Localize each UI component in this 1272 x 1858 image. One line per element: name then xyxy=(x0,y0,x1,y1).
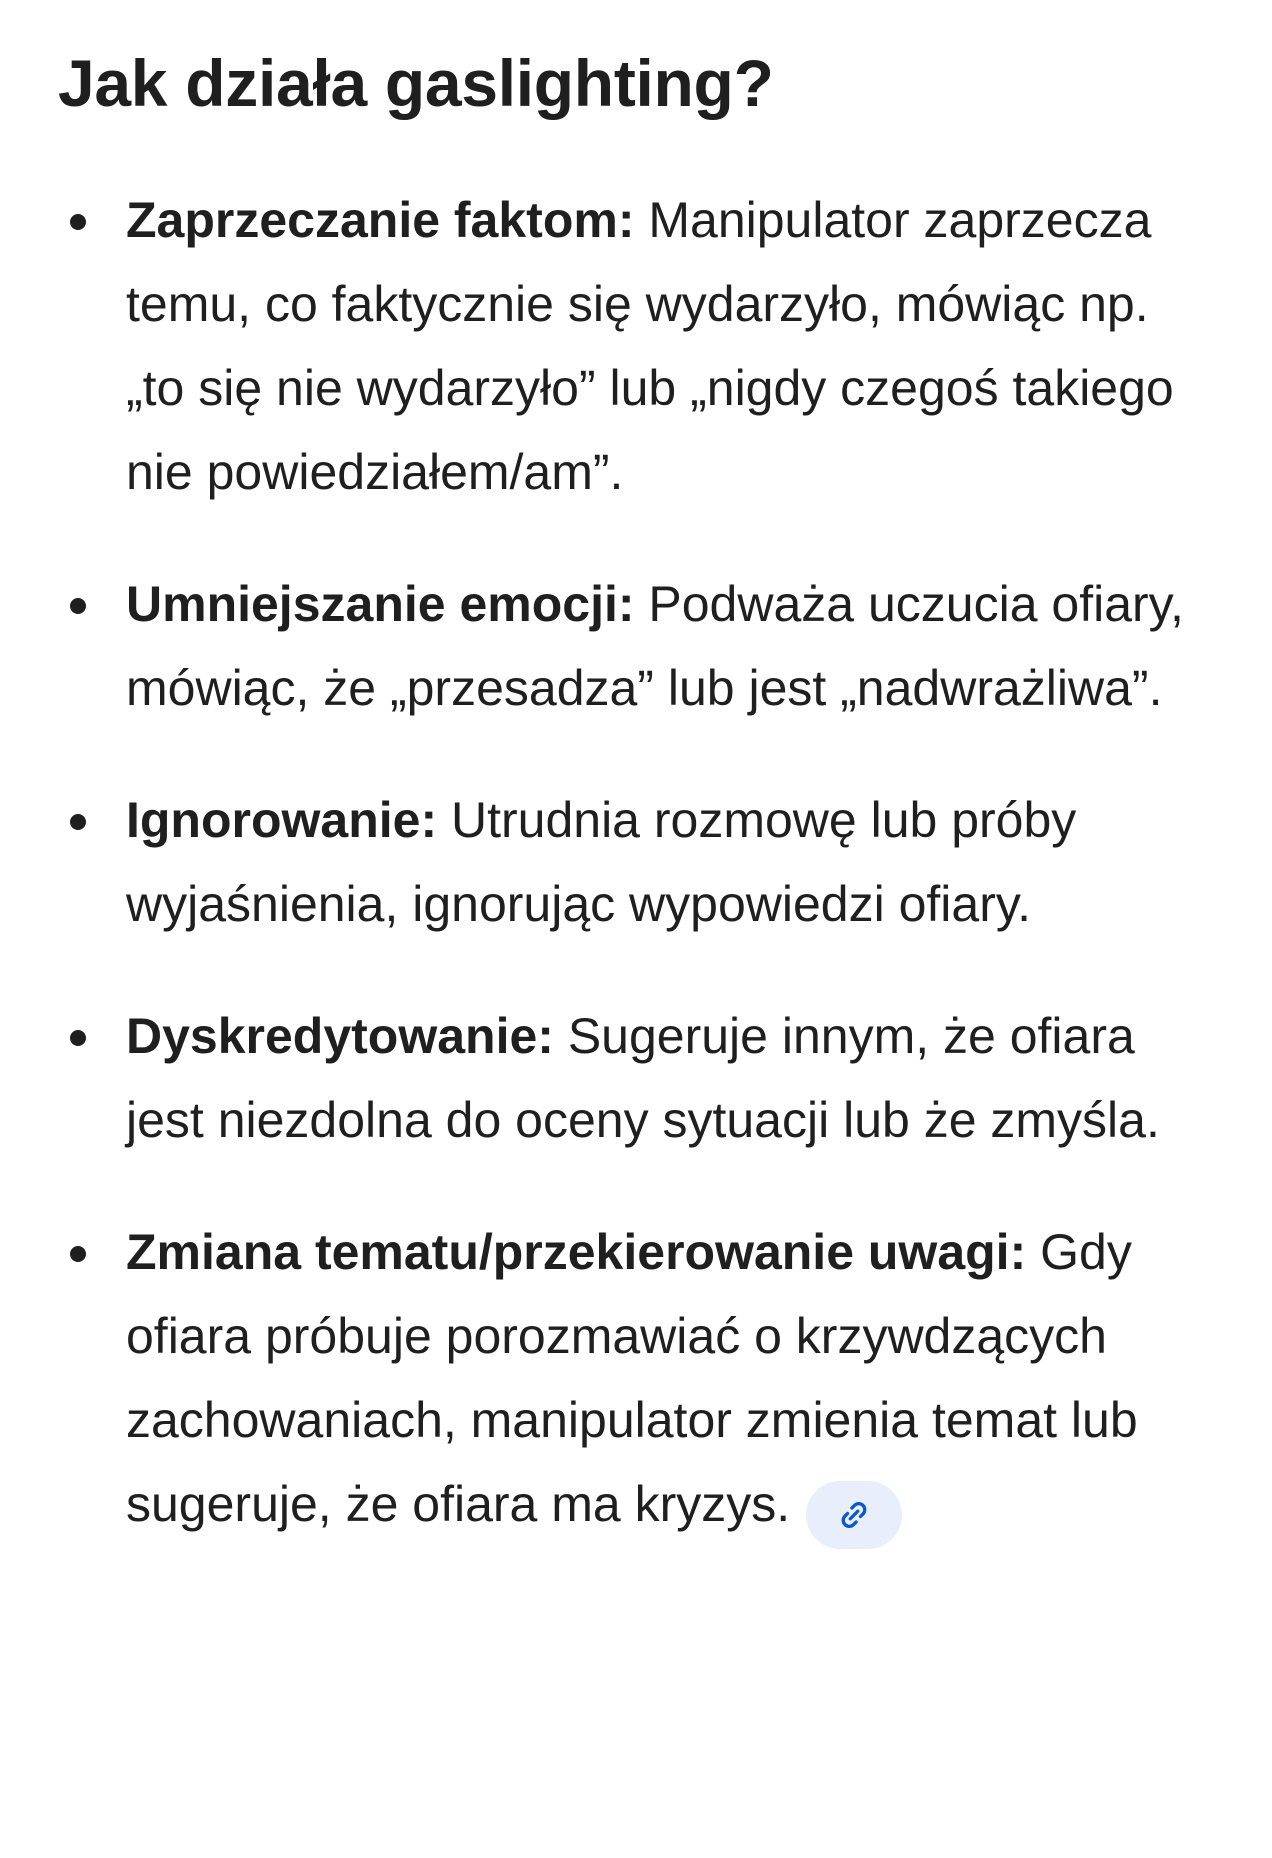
list-item-text: Manipulator zaprzecza temu, co faktycznie się wydarzyło, mówiąc np. „to się nie wydarzyło” lub „nigdy czegoś takiego nie powiedziałem/am”. xyxy=(126,192,1174,500)
list-item xyxy=(0,178,1206,514)
bullet-icon xyxy=(70,214,86,230)
bullet-icon xyxy=(70,1246,86,1262)
bullet-list xyxy=(0,178,1272,1549)
list-item-label: Zmiana tematu/przekierowanie uwagi: xyxy=(126,1224,1027,1280)
link-icon xyxy=(836,1497,872,1533)
bullet-icon xyxy=(70,814,86,830)
list-item-label: Ignorowanie: xyxy=(126,792,438,848)
bullet-icon xyxy=(70,1030,86,1046)
list-item xyxy=(0,1210,1206,1549)
list-item-label: Dyskredytowanie: xyxy=(126,1008,554,1064)
source-link-button[interactable] xyxy=(806,1481,902,1549)
bullet-icon xyxy=(70,598,86,614)
page-title: Jak działa gaslighting? xyxy=(58,46,774,120)
list-item xyxy=(0,562,1206,730)
list-item-text: Utrudnia rozmowę lub próby wyjaśnienia, ignorując wypowiedzi ofiary. xyxy=(126,792,1077,932)
list-item-label: Zaprzeczanie faktom: xyxy=(126,192,635,248)
list-item-text: Podważa uczucia ofiary, mówiąc, że „przesadza” lub jest „nadwrażliwa”. xyxy=(126,576,1184,716)
list-item-label: Umniejszanie emocji: xyxy=(126,576,635,632)
list-item xyxy=(0,778,1206,946)
list-item xyxy=(0,994,1206,1162)
list-item-text: Sugeruje innym, że ofiara jest niezdolna do oceny sytuacji lub że zmyśla. xyxy=(126,1008,1160,1148)
list-item-text: Gdy ofiara próbuje porozmawiać o krzywdzących zachowaniach, manipulator zmienia temat lub sugeruje, że ofiara ma kryzys. xyxy=(126,1224,1138,1532)
